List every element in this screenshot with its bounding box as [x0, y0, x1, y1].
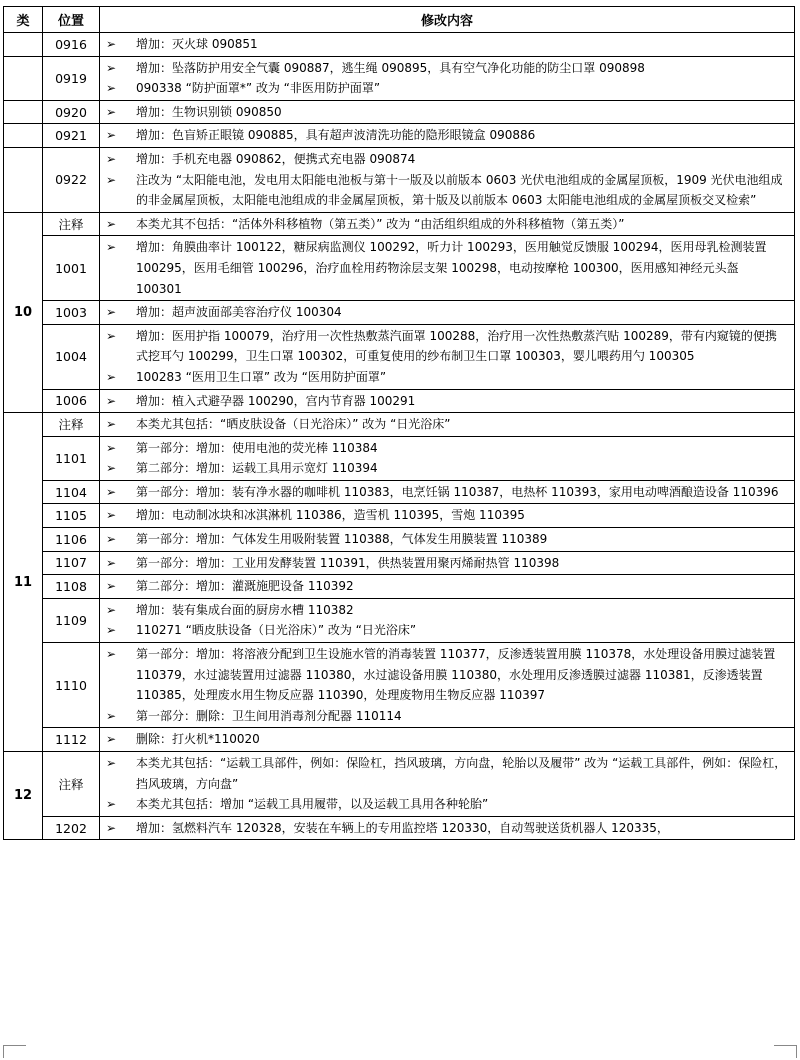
change-text: 增加：装有集成台面的厨房水槽 110382: [136, 602, 354, 617]
change-item: [100, 302, 788, 323]
table-row: [4, 389, 795, 413]
arrow-bullet-icon: ➢: [106, 579, 117, 594]
change-item: [100, 482, 788, 503]
change-text: 增加：色盲矫正眼镜 090885，具有超声波清洗功能的隐形眼镜盒 090886: [136, 128, 536, 143]
position-cell: 1202: [43, 816, 100, 840]
content-cell: [100, 480, 795, 504]
change-text: 增加：氢燃料汽车 120328，安装在车辆上的专用监控塔 120330，自动驾驶送货机器人 120335，: [136, 820, 669, 835]
change-item: [100, 644, 788, 706]
header-content: 修改内容: [100, 7, 795, 33]
change-item: [100, 458, 788, 479]
change-item: [100, 149, 788, 170]
change-text: 删除：打火机*110020: [136, 732, 260, 747]
change-text: 增加：植入式避孕器 100290，宫内节育器 100291: [136, 393, 416, 408]
content-cell: [100, 728, 795, 752]
content-cell: [100, 389, 795, 413]
change-item: [100, 753, 788, 794]
position-cell: 1004: [43, 324, 100, 389]
change-item: [100, 34, 788, 55]
arrow-bullet-icon: ➢: [106, 756, 117, 770]
arrow-bullet-icon: ➢: [106, 440, 117, 455]
table-row: [4, 551, 795, 575]
change-item: [100, 58, 788, 79]
change-text: 增加：灭火球 090851: [136, 37, 258, 51]
change-text: 第一部分：增加：工业用发酵装置 110391，供热装置用聚丙烯耐热管 110398: [136, 555, 560, 570]
arrow-bullet-icon: ➢: [106, 461, 117, 476]
change-text: 第一部分：增加：使用电池的荧光棒 110384: [136, 440, 378, 455]
arrow-bullet-icon: ➢: [106, 240, 117, 255]
header-class: 类: [4, 7, 43, 33]
arrow-bullet-icon: ➢: [106, 532, 117, 547]
arrow-bullet-icon: ➢: [106, 172, 117, 187]
change-item: [100, 237, 788, 299]
change-text: 本类尤其包括：“晒皮肤设备（日光浴床）” 改为 “日光浴床”: [136, 417, 451, 432]
content-cell: [100, 528, 795, 552]
class-cell: [4, 56, 43, 100]
arrow-bullet-icon: ➢: [106, 508, 117, 523]
change-item: [100, 170, 788, 211]
arrow-bullet-icon: ➢: [106, 216, 117, 231]
change-item: [100, 706, 788, 727]
content-cell: [100, 504, 795, 528]
table-row: [4, 504, 795, 528]
position-cell: 1105: [43, 504, 100, 528]
content-cell: [100, 147, 795, 212]
table-row: [4, 301, 795, 325]
content-cell: [100, 124, 795, 148]
position-cell: 0920: [43, 100, 100, 124]
position-cell: 0916: [43, 33, 100, 57]
position-cell: 1001: [43, 236, 100, 301]
page-corner-mark-right: [774, 1045, 797, 1058]
arrow-bullet-icon: ➢: [106, 484, 117, 499]
change-item: [100, 818, 788, 839]
change-text: 本类尤其包括：“运载工具部件，例如：保险杠，挡风玻璃，方向盘，轮胎以及履带” 改为 “运载工具部件，例如：保险杠，挡风玻璃，方向盘”: [136, 756, 787, 791]
change-text: 增加：角膜曲率计 100122，糖尿病监测仪 100292，听力计 100293，医用触觉反馈服 100294，医用母乳检测装置 100295，医用毛细管 100296，治疗血栓用药物涂层支架 100298，电动按摩枪 100300，医用感知神经元头盔 100301: [136, 240, 767, 296]
position-cell: 1104: [43, 480, 100, 504]
content-cell: [100, 212, 795, 236]
table-row: [4, 816, 795, 840]
table-header-row: [4, 7, 795, 33]
table-row: [4, 56, 795, 100]
change-item: [100, 438, 788, 459]
arrow-bullet-icon: ➢: [106, 732, 117, 747]
position-cell: 1003: [43, 301, 100, 325]
arrow-bullet-icon: ➢: [106, 623, 117, 638]
arrow-bullet-icon: ➢: [106, 602, 117, 617]
content-cell: [100, 752, 795, 817]
change-text: 100283 “医用卫生口罩” 改为 “医用防护面罩”: [136, 369, 387, 384]
position-cell: 0919: [43, 56, 100, 100]
position-cell: 1107: [43, 551, 100, 575]
arrow-bullet-icon: ➢: [106, 797, 117, 812]
change-item: [100, 576, 788, 597]
arrow-bullet-icon: ➢: [106, 60, 117, 75]
position-cell: 1112: [43, 728, 100, 752]
table-row: [4, 575, 795, 599]
table-row: [4, 236, 795, 301]
arrow-bullet-icon: ➢: [106, 128, 117, 143]
change-text: 090338 “防护面罩*” 改为 “非医用防护面罩”: [136, 81, 381, 96]
table-row: [4, 324, 795, 389]
table-row: [4, 212, 795, 236]
content-cell: [100, 324, 795, 389]
arrow-bullet-icon: ➢: [106, 393, 117, 408]
content-cell: [100, 551, 795, 575]
position-cell: 1110: [43, 643, 100, 728]
arrow-bullet-icon: ➢: [106, 369, 117, 384]
class-cell: [4, 33, 43, 57]
page-corner-mark-left: [3, 1045, 26, 1058]
table-row: [4, 643, 795, 728]
class-cell: [4, 124, 43, 148]
arrow-bullet-icon: ➢: [106, 417, 117, 432]
change-item: [100, 102, 788, 123]
change-item: [100, 326, 788, 367]
class-cell: 11: [4, 413, 43, 752]
change-text: 第一部分：删除：卫生间用消毒剂分配器 110114: [136, 708, 402, 723]
position-cell: 1101: [43, 436, 100, 480]
content-cell: [100, 301, 795, 325]
position-cell: 1006: [43, 389, 100, 413]
position-cell: 1108: [43, 575, 100, 599]
class-cell: [4, 100, 43, 124]
content-cell: [100, 236, 795, 301]
change-item: [100, 600, 788, 621]
change-text: 增加：生物识别锁 090850: [136, 104, 282, 119]
arrow-bullet-icon: ➢: [106, 708, 117, 723]
change-item: [100, 529, 788, 550]
change-text: 本类尤其不包括：“活体外科移植物（第五类）” 改为 “由活组织组成的外科移植物（第五类）”: [136, 216, 625, 231]
content-cell: [100, 598, 795, 642]
table-row: [4, 100, 795, 124]
change-text: 第二部分：增加：灌溉施肥设备 110392: [136, 579, 354, 594]
header-position: 位置: [43, 7, 100, 33]
change-item: [100, 367, 788, 388]
position-cell: 注释: [43, 413, 100, 437]
change-item: [100, 78, 788, 99]
position-cell: 注释: [43, 752, 100, 817]
change-item: [100, 125, 788, 146]
position-cell: 0921: [43, 124, 100, 148]
arrow-bullet-icon: ➢: [106, 37, 117, 51]
change-text: 本类尤其包括：增加 “运载工具用履带，以及运载工具用各种轮胎”: [136, 797, 489, 812]
change-text: 增加：电动制冰块和冰淇淋机 110386，造雪机 110395，雪炮 110395: [136, 508, 525, 523]
position-cell: 0922: [43, 147, 100, 212]
content-cell: [100, 436, 795, 480]
class-cell: [4, 147, 43, 212]
change-text: 增加：医用护指 100079，治疗用一次性热敷蒸汽面罩 100288，治疗用一次性热敷蒸汽贴 100289，带有内窥镜的便携式挖耳勺 100299，卫生口罩 100302，可重复使用的纱布制卫生口罩 100303，婴儿喂药用勺 100305: [136, 328, 777, 364]
position-cell: 注释: [43, 212, 100, 236]
position-cell: 1106: [43, 528, 100, 552]
change-text: 第一部分：增加：装有净水器的咖啡机 110383，电烹饪锅 110387，电热杯 110393，家用电动啤酒酿造设备 110396: [136, 484, 779, 499]
content-cell: [100, 56, 795, 100]
table-row: [4, 728, 795, 752]
content-cell: [100, 643, 795, 728]
change-text: 增加：手机充电器 090862，便携式充电器 090874: [136, 151, 416, 166]
change-item: [100, 729, 788, 750]
arrow-bullet-icon: ➢: [106, 555, 117, 570]
change-text: 第一部分：增加：气体发生用吸附装置 110388，气体发生用膜装置 110389: [136, 532, 548, 547]
change-text: 增加：超声波面部美容治疗仪 100304: [136, 305, 342, 320]
change-item: [100, 391, 788, 412]
change-text: 增加：坠落防护用安全气囊 090887，逃生绳 090895，具有空气净化功能的防尘口罩 090898: [136, 60, 645, 75]
table-row: [4, 598, 795, 642]
change-text: 第二部分：增加：运载工具用示宽灯 110394: [136, 461, 378, 476]
content-cell: [100, 413, 795, 437]
table-row: [4, 124, 795, 148]
change-item: [100, 794, 788, 815]
change-item: [100, 553, 788, 574]
position-cell: 1109: [43, 598, 100, 642]
change-text: 第一部分：增加：将溶液分配到卫生设施水管的消毒装置 110377，反渗透装置用膜 110378，水处理设备用膜过滤装置 110379，水过滤装置用过滤器 110380，水过滤设备用膜 110380，水处理用反渗透膜过滤器 110381，反渗透装置 110385，处理废水用生物反应器 110390，处理废物用生物反应器 110397: [136, 647, 776, 703]
arrow-bullet-icon: ➢: [106, 81, 117, 96]
table-row: [4, 147, 795, 212]
amendment-table: [3, 6, 795, 840]
arrow-bullet-icon: ➢: [106, 328, 117, 343]
table-row: [4, 33, 795, 57]
table-row: [4, 413, 795, 437]
change-item: [100, 505, 788, 526]
arrow-bullet-icon: ➢: [106, 305, 117, 320]
change-item: [100, 414, 788, 435]
change-item: [100, 620, 788, 641]
table-row: [4, 752, 795, 817]
table-row: [4, 480, 795, 504]
content-cell: [100, 816, 795, 840]
class-cell: 10: [4, 212, 43, 412]
change-text: 110271 “晒皮肤设备（日光浴床）” 改为 “日光浴床”: [136, 623, 417, 638]
class-cell: 12: [4, 752, 43, 840]
arrow-bullet-icon: ➢: [106, 104, 117, 119]
content-cell: [100, 33, 795, 57]
arrow-bullet-icon: ➢: [106, 151, 117, 166]
change-item: [100, 214, 788, 235]
table-row: [4, 436, 795, 480]
arrow-bullet-icon: ➢: [106, 647, 117, 662]
table-row: [4, 528, 795, 552]
content-cell: [100, 575, 795, 599]
arrow-bullet-icon: ➢: [106, 820, 117, 835]
change-text: 注改为 “太阳能电池，发电用太阳能电池板与第十一版及以前版本 0603 光伏电池组成的金属屋顶板，1909 光伏电池组成的非金属屋顶板，太阳能电池组成的非金属屋顶板，第十版及以前版本 0603 太阳能电池组成的金属屋顶板交叉检索”: [136, 172, 783, 208]
content-cell: [100, 100, 795, 124]
table-body: [4, 33, 795, 840]
